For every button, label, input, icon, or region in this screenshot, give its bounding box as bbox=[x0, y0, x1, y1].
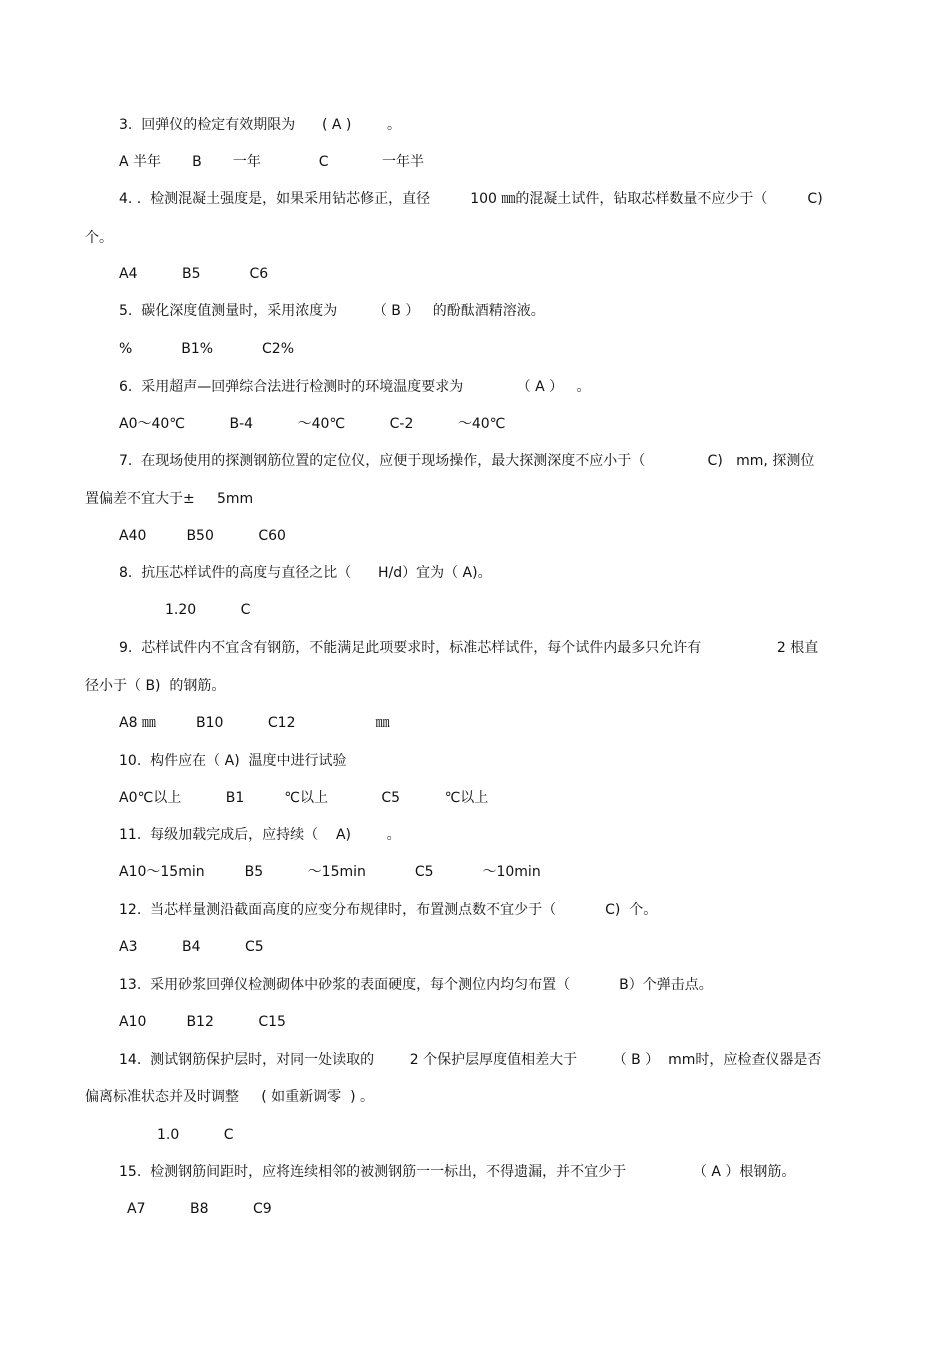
question-11-stem: 11. 每级加载完成后，应持续（ A) 。 bbox=[119, 827, 401, 843]
question-14-stem-line2: 偏离标准状态并及时调整 ( 如重新调零 ) 。 bbox=[85, 1089, 374, 1105]
question-9-stem-line2: 径小于（ B) 的钢筋。 bbox=[85, 678, 226, 694]
question-6-options: A0～40℃ B-4 ～40℃ C-2 ～40℃ bbox=[119, 416, 506, 432]
question-15-stem: 15. 检测钢筋间距时，应将连续相邻的被测钢筋一一标出，不得遗漏，并不宜少于 （ A ）根钢筋。 bbox=[119, 1164, 796, 1180]
question-13-options: A10 B12 C15 bbox=[119, 1014, 286, 1030]
question-9-stem-line1: 9. 芯样试件内不宜含有钢筋，不能满足此项要求时，标准芯样试件，每个试件内最多只允许有 2 根直 bbox=[119, 640, 819, 656]
question-3-options: A 半年 B 一年 C 一年半 bbox=[119, 154, 424, 170]
question-4-stem-line2: 个。 bbox=[85, 230, 113, 246]
question-10-stem: 10. 构件应在（ A) 温度中进行试验 bbox=[119, 753, 347, 769]
question-12-options: A3 B4 C5 bbox=[119, 939, 264, 955]
question-14-options: 1.0 C bbox=[157, 1127, 234, 1143]
question-9-options: A8 ㎜ B10 C12 ㎜ bbox=[119, 715, 390, 731]
question-8-options: 1.20 C bbox=[165, 602, 251, 618]
question-12-stem: 12. 当芯样量测沿截面高度的应变分布规律时，布置测点数不宜少于（ C) 个。 bbox=[119, 902, 658, 918]
question-10-options: A0℃以上 B1 ℃以上 C5 ℃以上 bbox=[119, 790, 489, 806]
question-7-stem-line1: 7. 在现场使用的探测钢筋位置的定位仪，应便于现场操作，最大探测深度不应小于（ C) mm, 探测位 bbox=[119, 453, 815, 469]
question-4-stem-line1: 4. . 检测混凝土强度是，如果采用钻芯修正，直径 100 ㎜的混凝土试件，钻取芯样数量不应少于（ C) bbox=[119, 191, 823, 207]
question-6-stem: 6. 采用超声—回弹综合法进行检测时的环境温度要求为 （ A ） 。 bbox=[119, 379, 591, 395]
question-5-options: % B1% C2% bbox=[119, 341, 295, 357]
question-3-stem: 3. 回弹仪的检定有效期限为 ( A ) 。 bbox=[119, 117, 401, 133]
question-5-stem: 5. 碳化深度值测量时，采用浓度为 （ B ） 的酚酞酒精溶液。 bbox=[119, 303, 545, 319]
question-8-stem: 8. 抗压芯样试件的高度与直径之比（ H/d）宜为（ A)。 bbox=[119, 565, 492, 581]
question-7-stem-line2: 置偏差不宜大于± 5mm bbox=[85, 491, 254, 507]
question-14-stem-line1: 14. 测试钢筋保护层时，对同一处读取的 2 个保护层厚度值相差大于 （ B ） mm时，应检查仪器是否 bbox=[119, 1052, 822, 1068]
question-13-stem: 13. 采用砂浆回弹仪检测砌体中砂浆的表面硬度，每个测位内均匀布置（ B）个弹击点。 bbox=[119, 977, 713, 993]
question-4-options: A4 B5 C6 bbox=[119, 266, 269, 282]
question-15-options: A7 B8 C9 bbox=[127, 1201, 272, 1217]
question-7-options: A40 B50 C60 bbox=[119, 528, 286, 544]
question-11-options: A10～15min B5 ～15min C5 ～10min bbox=[119, 864, 541, 880]
